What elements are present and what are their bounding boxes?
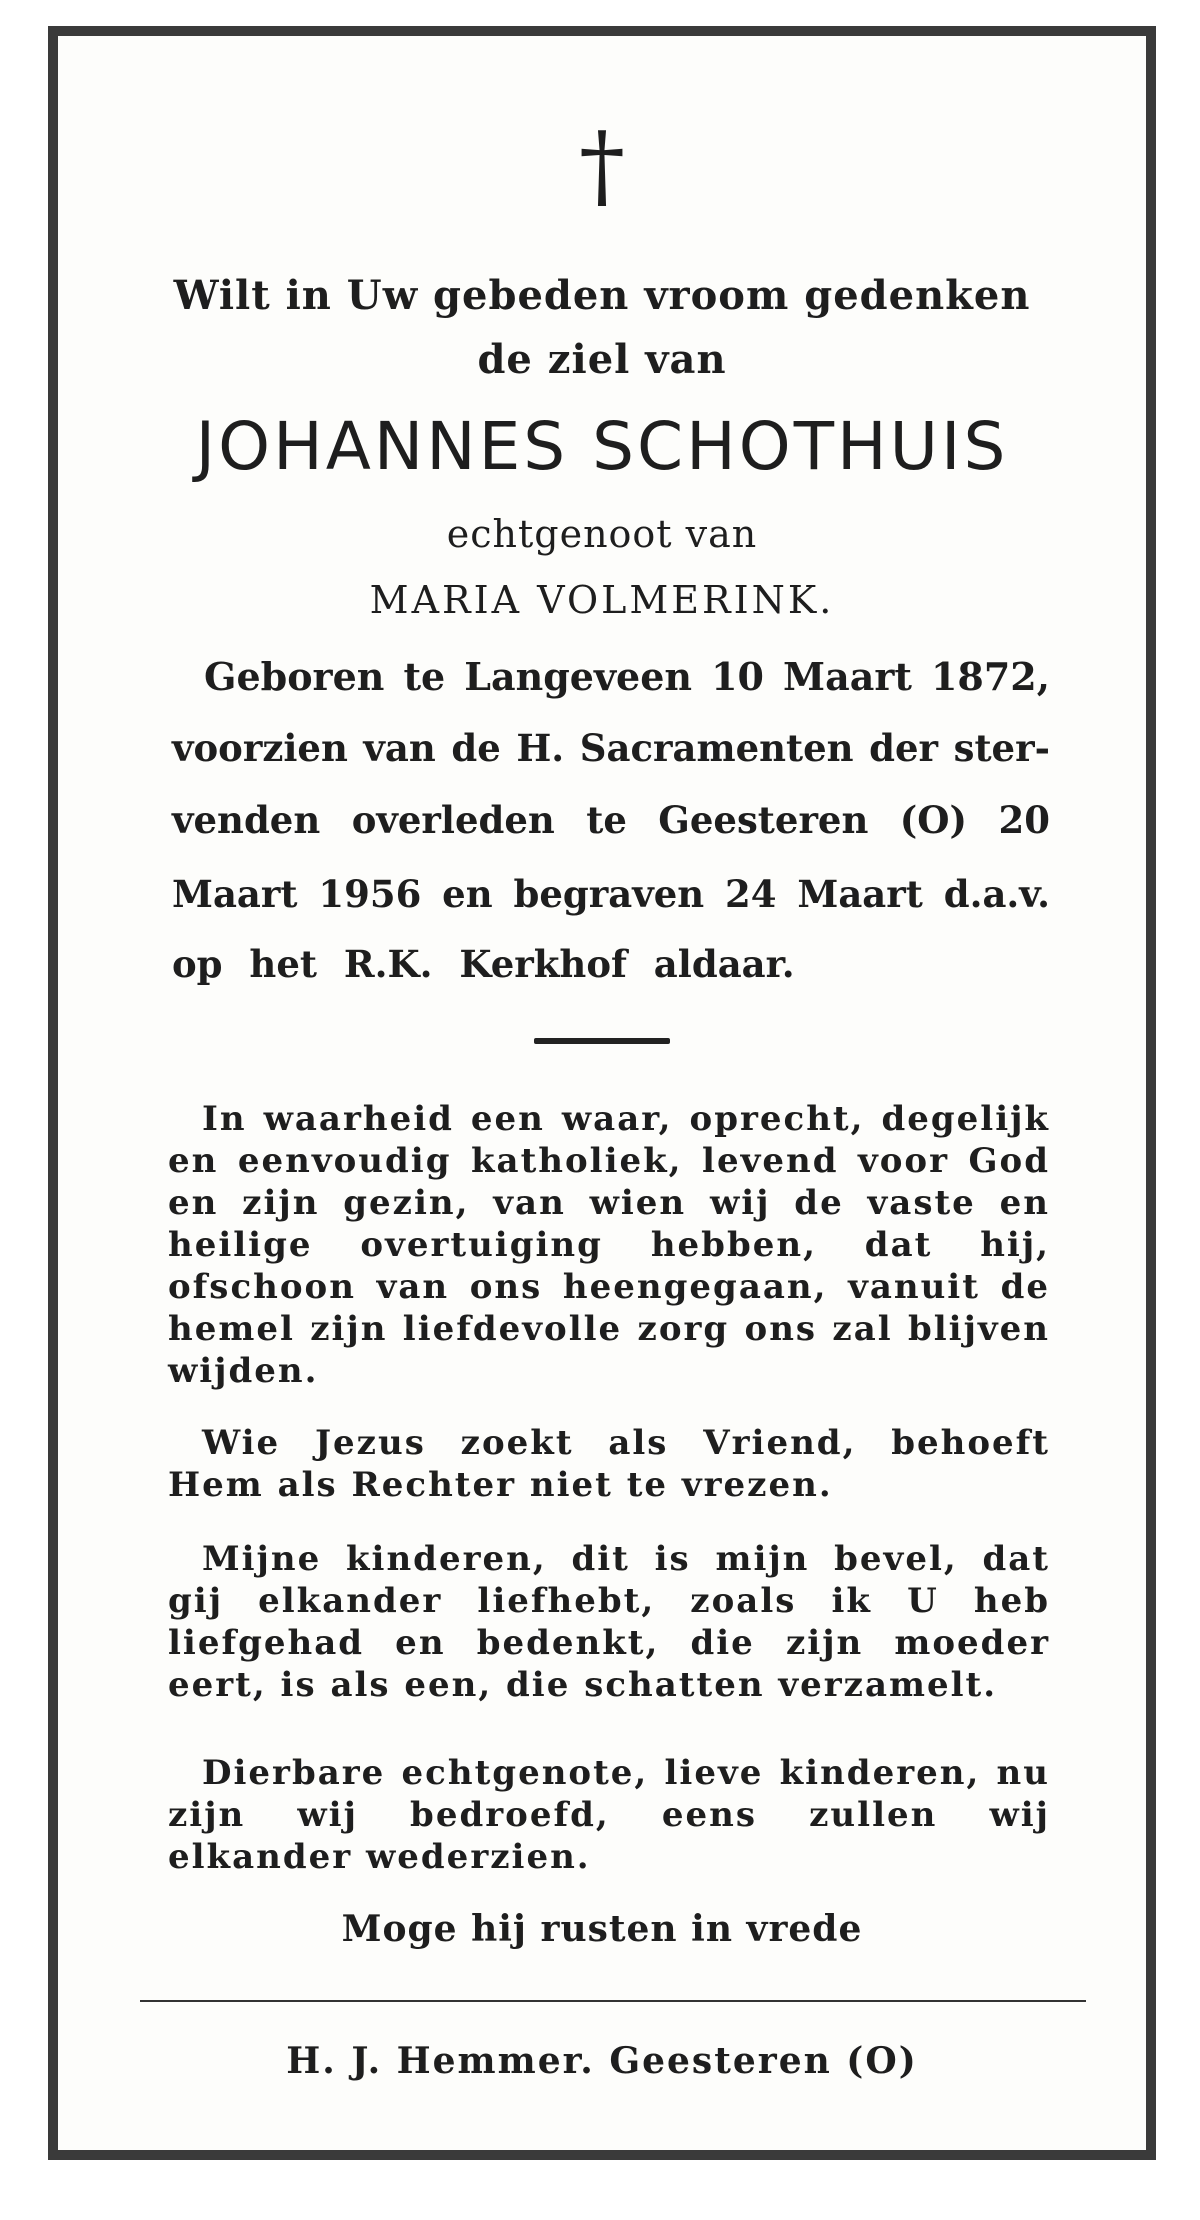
word: de [451,726,501,770]
word: 1956 [318,872,422,916]
word: begraven [513,872,705,916]
closing-prayer: Moge hij rusten in vrede [341,1908,863,1950]
word: 10 [711,654,764,699]
memorial-card [48,26,1156,2160]
paragraph-character: In waarheid een waar, oprecht, degelijk en eenvoudig katholiek, levend voor God en zijn gezin, van wien wij de vaste en heilige overtuiging hebben, dat hij, ofschoon van ons heengegaan, vanuit de hemel zijn liefdevolle zorg ons zal blijven wijden. [168,1099,1050,1391]
spouse-label: echtgenoot van [446,512,758,556]
card-content [84,36,1120,2150]
footer-rule [140,2000,1086,2002]
word: der [869,726,939,770]
word: venden [172,798,321,842]
word: ster- [953,726,1050,770]
word: (O) [899,798,968,842]
biography-line-text: op het R.K. Kerkhof aldaar. [172,942,795,986]
word: voorzien [172,726,348,770]
word: d.a.v. [943,872,1050,916]
word: 24 [725,872,777,916]
word: Langeveen [464,654,693,699]
word: Sacramenten [579,726,854,770]
ornament-divider [534,1038,670,1044]
word: 20 [998,798,1050,842]
word: Maart [797,872,923,916]
word: te [403,654,446,699]
deceased-name: JOHANNES SCHOTHUIS [195,408,1009,485]
biography-line-2 [172,726,1050,770]
biography-line-5 [172,942,1050,986]
word: te [586,798,627,842]
spouse-name: MARIA VOLMERINK. [369,578,835,622]
paragraph-children: Mijne kinderen, dit is mijn bevel, dat gij elkander liefhebt, zoals ik U heb liefgehad en bedenkt, die zijn moeder eert, is als een, die schatten verzamelt. [168,1539,1050,1705]
paragraph-jesus-quote: Wie Jezus zoekt als Vriend, behoeft Hem als Rechter niet te vrezen. [168,1423,1050,1505]
paragraph-farewell: Dierbare echtgenote, lieve kinderen, nu zijn wij bedroefd, eens zullen wij elkander wederzien. [168,1753,1050,1877]
biography-line-3 [172,798,1050,842]
word: en [442,872,493,916]
intro-line-2: de ziel van [477,336,727,383]
word: Geesteren [658,798,869,842]
word: H. [516,726,565,770]
word: 1872, [930,654,1050,699]
cross-icon: † [579,112,625,219]
word: Maart [783,654,912,699]
printer-credit: H. J. Hemmer. Geesteren (O) [286,2040,918,2082]
word: van [363,726,436,770]
biography-line-1 [204,654,1050,699]
intro-line-1: Wilt in Uw gebeden vroom gedenken [173,272,1031,319]
biography-line-4 [172,872,1050,916]
word: overleden [351,798,555,842]
word: Maart [172,872,298,916]
word: Geboren [204,654,385,699]
